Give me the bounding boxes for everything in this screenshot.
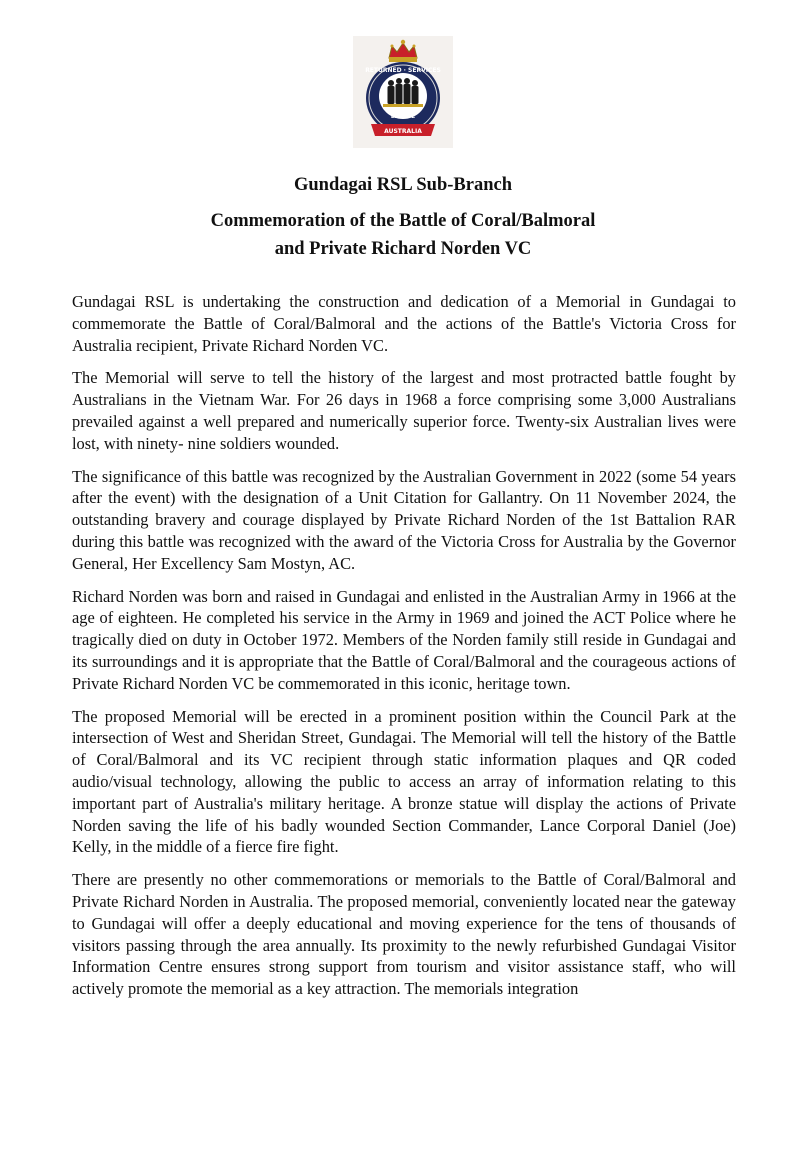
logo-ribbon-text: AUSTRALIA — [384, 128, 422, 135]
logo-band-top-text: RETURNED · SERVICES — [365, 67, 441, 74]
paragraph: The proposed Memorial will be erected in a prominent position within the Council Park at the intersection of West and Sheridan Street, Gundagai. The Memorial will tell the history of the Battle of Coral/Balmoral and its VC recipient through static information plaques and QR coded audio/visual technology, allowing the public to access an array of information relating to this important part of Australia's military heritage. A bronze statue will display the actions of Private Norden saving the life of his badly wounded Section Commander, Lance Corporal Daniel (Joe) Kelly, in the middle of a fierce fire fight. — [72, 706, 736, 857]
document-body — [72, 291, 736, 1011]
paragraph: The Memorial will serve to tell the history of the largest and most protracted battle fought by Australians in the Vietnam War. For 26 days in 1968 a force comprising some 3,000 Australians prevailed against a well prepared and numerically superior force. Twenty-six Australian lives were lost, with ninety- nine soldiers wounded. — [72, 368, 736, 453]
paragraph: Richard Norden was born and raised in Gundagai and enlisted in the Australian Army in 1966 at the age of eighteen. He completed his service in the Army in 1969 and joined the ACT Police where he tragically died on duty in October 1972. Members of the Norden family still reside in Gundagai and its surroundings and it is appropriate that the Battle of Coral/Balmoral and the courageous actions of Private Richard Norden VC be commemorated in this iconic, heritage town. — [72, 586, 736, 693]
badge-centre — [379, 73, 427, 119]
document-title-line-2: and Private Richard Norden VC — [274, 239, 532, 259]
paragraph: The significance of this battle was recognized by the Australian Government in 2022 (some 54 years after the event) with the designation of a Unit Citation for Gallantry. On 11 November 2024, the outstanding bravery and courage displayed by Private Richard Norden of the 1st Battalion RAR during this battle was recognized with the award of the Victoria Cross for Australia by the Governor General, Her Excellency Sam Mostyn, AC. — [72, 466, 736, 573]
rsl-badge-logo — [353, 36, 453, 148]
logo-band-bottom-text: LEAGUE — [390, 114, 416, 120]
organisation-heading: Gundagai RSL Sub-Branch — [294, 175, 512, 195]
document-title-line-1: Commemoration of the Battle of Coral/Balmoral — [210, 211, 596, 231]
paragraph: There are presently no other commemorations or memorials to the Battle of Coral/Balmoral and Private Richard Norden in Australia. The proposed memorial, conveniently located near the gateway to Gundagai will offer a deeply educational and moving experience for the tens of thousands of visitors passing through the area annually. Its proximity to the newly refurbished Gundagai Visitor Information Centre ensures strong support from tourism and visitor assistance staff, who will actively promote the memorial as a key attraction. The memorials integration — [72, 870, 736, 999]
paragraph: Gundagai RSL is undertaking the construction and dedication of a Memorial in Gundagai to commemorate the Battle of Coral/Balmoral and the actions of the Battle's Victoria Cross for Australia recipient, Private Richard Norden VC. — [72, 292, 736, 355]
